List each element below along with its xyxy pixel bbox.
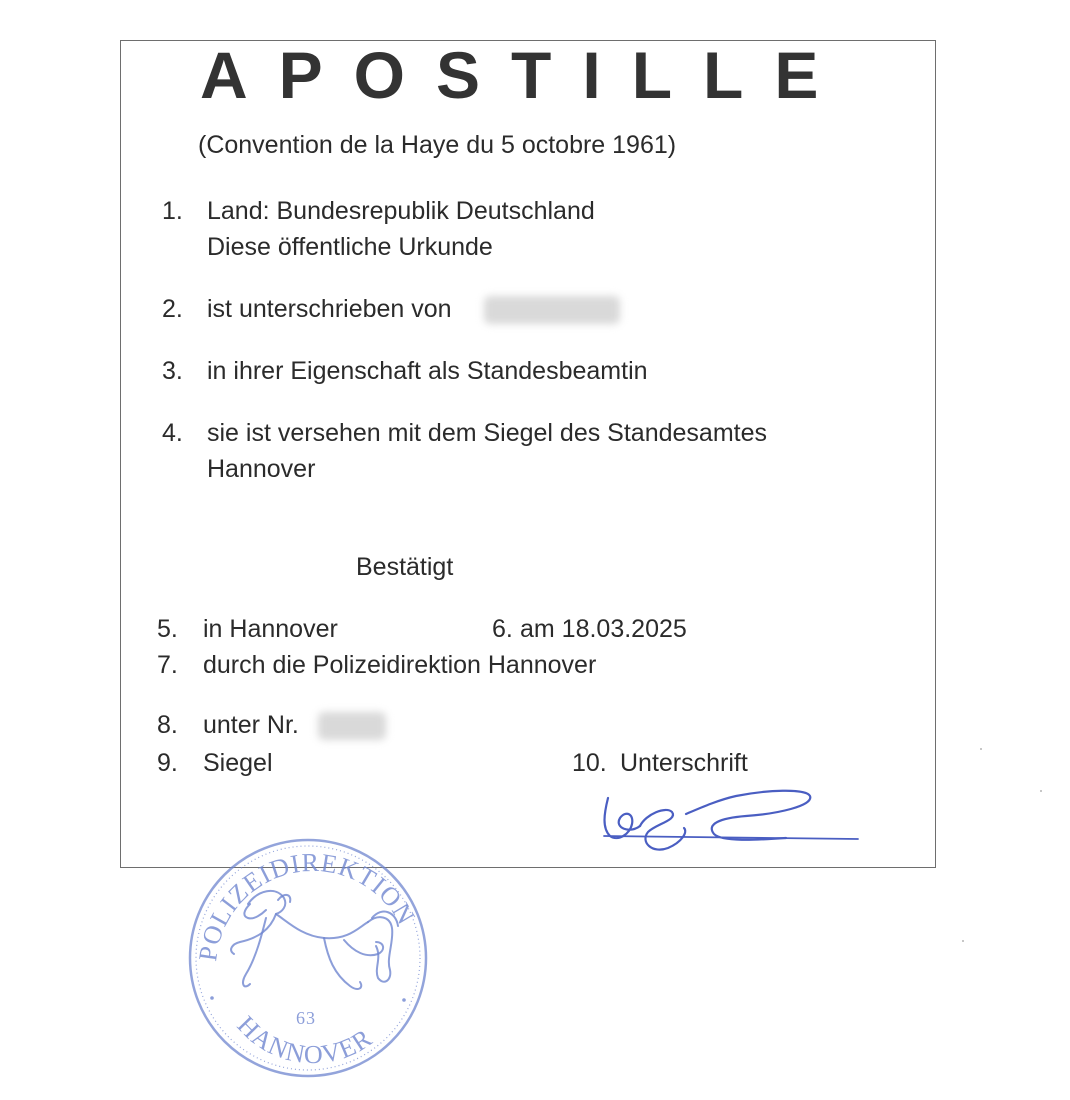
item-7-authority: durch die Polizeidirektion Hannover (203, 651, 597, 679)
item-8-number-label: unter Nr. (203, 711, 299, 739)
item-6-number: 6. (492, 615, 513, 643)
police-seal-stamp (178, 818, 438, 1088)
paper-speck (1040, 790, 1042, 792)
paper-speck (980, 748, 982, 750)
redacted-reference-number (318, 712, 386, 740)
item-2-signed-by: ist unterschrieben von (207, 295, 452, 323)
item-5-place: in Hannover (203, 615, 338, 643)
paper-speck (962, 940, 964, 942)
stamp-bottom-text: HANNOVER (231, 1010, 378, 1070)
item-3-number: 3. (162, 357, 183, 385)
item-6-date: am 18.03.2025 (520, 615, 687, 643)
item-2-number: 2. (162, 295, 183, 323)
redacted-signer-name (484, 296, 620, 324)
item-4-number: 4. (162, 419, 183, 447)
item-10-signature-label: Unterschrift (620, 749, 748, 777)
stamp-top-text: POLIZEIDIREKTION (193, 847, 422, 963)
item-4-seal-authority: Hannover (207, 455, 316, 483)
horse-emblem-icon (231, 891, 398, 989)
document-subtitle: (Convention de la Haye du 5 octobre 1961) (198, 131, 677, 159)
item-4-seal: sie ist versehen mit dem Siegel des Standesamtes (207, 419, 767, 447)
item-3-capacity: in ihrer Eigenschaft als Standesbeamtin (207, 357, 648, 385)
item-9-seal-label: Siegel (203, 749, 273, 777)
handwritten-signature (596, 784, 866, 864)
item-7-number: 7. (157, 651, 178, 679)
item-5-number: 5. (157, 615, 178, 643)
item-1-country: Land: Bundesrepublik Deutschland (207, 197, 595, 225)
stamp-number: 63 (296, 1008, 316, 1028)
item-1-number: 1. (162, 197, 183, 225)
item-1-document-label: Diese öffentliche Urkunde (207, 233, 493, 261)
document-title: APOSTILLE (200, 38, 850, 112)
item-9-number: 9. (157, 749, 178, 777)
item-10-number: 10. (572, 749, 607, 777)
item-8-number: 8. (157, 711, 178, 739)
confirmed-heading: Bestätigt (356, 553, 454, 581)
